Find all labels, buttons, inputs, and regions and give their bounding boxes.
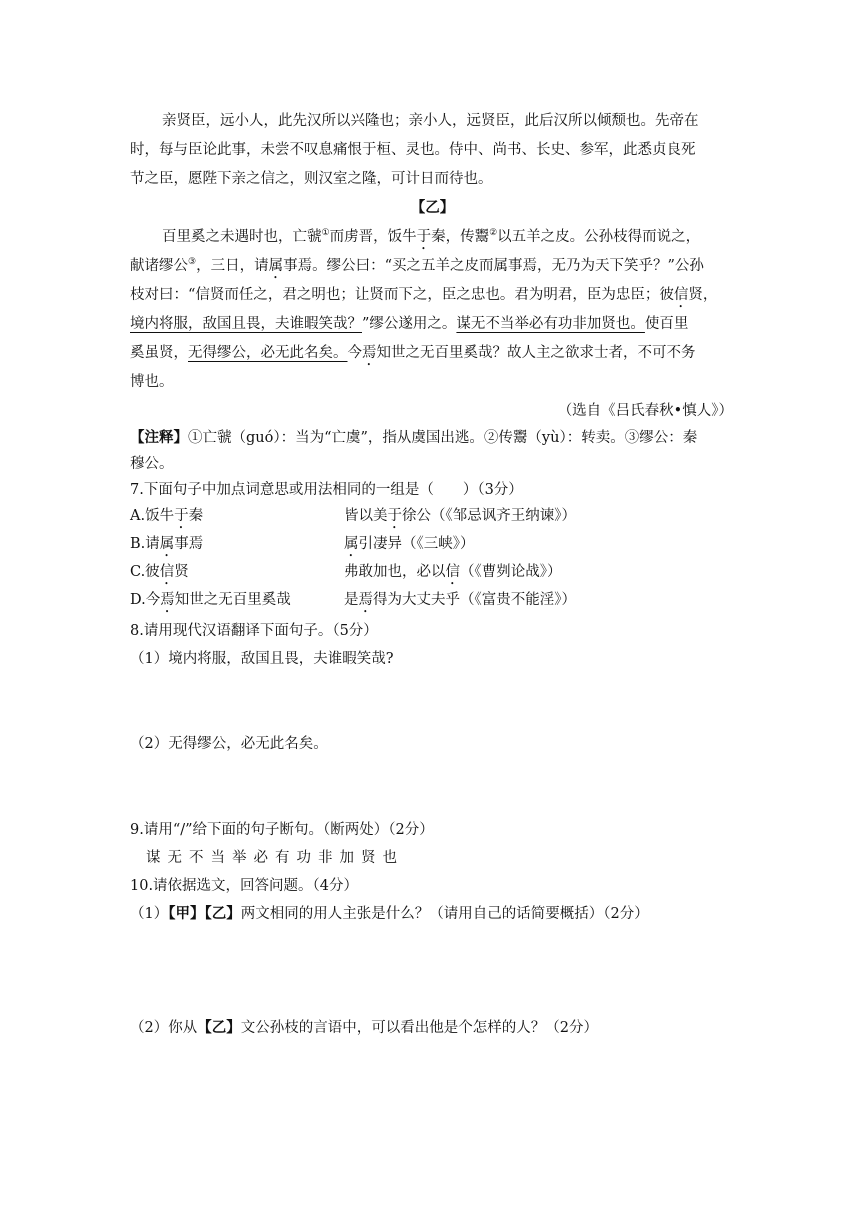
text: 知世之无百里奚哉	[174, 592, 291, 608]
text: 使百里	[644, 316, 689, 332]
q7-option-d-right	[344, 590, 576, 616]
text: （1）	[130, 906, 169, 922]
text: 而虏晋，饭牛	[329, 229, 417, 245]
text: 以五羊之皮。公孙枝得而说之，	[497, 229, 701, 245]
q7-option-d-left	[130, 590, 291, 616]
text: 徐公（《邹忌讽齐王纳谏》）	[402, 508, 576, 524]
yi-line-4	[130, 314, 688, 334]
bold-label: 【甲】【乙】	[168, 905, 241, 922]
underlined-sentence: 无得缪公，必无此名矣。	[188, 345, 348, 361]
notes-text: ①亡虢（guó）：当为“亡虞”，指从虞国出逃。②传鬻（yù）：转卖。③缪公：秦	[188, 430, 698, 446]
text: 得为大丈夫乎（《富贵不能淫》）	[373, 592, 576, 608]
question-7-stem: 7.下面句子中加点词意思或用法相同的一组是（ ）（3分）	[130, 482, 523, 498]
text: D.今	[130, 592, 161, 608]
text: ，三日，请	[196, 258, 269, 274]
text: 枝对曰：“信贤而任之，君之明也；让贤而下之，臣之忠也。君为明君，臣为忠臣；彼	[130, 287, 674, 303]
text: 贤	[174, 564, 189, 580]
bold-label: 【乙】	[197, 1019, 241, 1036]
jia-line-2: 时，每与臣论此事，未尝不叹息痛恨于桓、灵也。侍中、尚书、长史、参军，此悉贞良死	[130, 142, 696, 158]
dotted-word: 信	[673, 287, 689, 303]
yi-line-6: 博也。	[130, 374, 174, 390]
q7-option-b-left	[130, 534, 203, 560]
q10-sub-2	[130, 1018, 598, 1038]
q7-option-c-left	[130, 562, 189, 588]
text: C.彼	[130, 564, 160, 580]
question-8-stem: 8.请用现代汉语翻译下面句子。（5分）	[130, 623, 378, 639]
footnote-mark: ③	[188, 257, 197, 267]
text: 是	[344, 592, 359, 608]
q10-sub-1	[130, 904, 649, 924]
notes-label: 【注释】	[130, 429, 188, 446]
notes-line-1	[130, 428, 697, 448]
source-citation: （选自《吕氏春秋•慎人》）	[557, 403, 733, 419]
q7-option-c-right	[344, 562, 562, 588]
q9-sentence: 谋无不当举必有功非加贤也	[146, 850, 404, 866]
dotted-word: 信	[445, 564, 460, 580]
text: 贤，	[688, 287, 718, 303]
dotted-word: 焉	[358, 592, 373, 608]
q8-sentence-1: （1）境内将服，敌国且畏，夫谁暇笑哉?	[130, 651, 394, 667]
text: 事焉。缪公曰：“买之五羊之皮而属事焉，无乃为天下笑乎？”公孙	[283, 258, 704, 274]
text: （《曹刿论战》）	[460, 564, 562, 580]
q7-option-b-right	[344, 534, 475, 560]
yi-line-1	[162, 227, 700, 253]
dotted-word: 属	[344, 536, 359, 552]
text: ”缪公遂用之。	[362, 316, 457, 332]
text: （2）你从	[130, 1020, 198, 1036]
jia-line-1: 亲贤臣，远小人，此先汉所以兴隆也；亲小人，远贤臣，此后汉所以倾颓也。先帝在	[162, 113, 699, 129]
underlined-sentence: 谋无不当举必有功非加贤也。	[456, 316, 645, 332]
text: 今	[347, 345, 362, 361]
underlined-sentence: 境内将服，敌国且畏，夫谁暇笑哉？	[130, 316, 362, 332]
dotted-word: 于	[387, 508, 402, 524]
footnote-mark: ②	[489, 228, 498, 238]
text: 皆以美	[344, 508, 388, 524]
dotted-word: 于	[416, 229, 432, 245]
yi-line-5	[130, 343, 696, 369]
dotted-word: 信	[159, 564, 175, 580]
dotted-word: 焉	[362, 345, 377, 361]
text: 弗敢加也，必以	[344, 564, 446, 580]
jia-line-3: 节之臣，愿陛下亲之信之，则汉室之隆，可计日而待也。	[130, 171, 493, 187]
text: 引凄异（《三峡》）	[358, 536, 475, 552]
text: A.饭牛	[130, 508, 175, 524]
dotted-word: 属	[159, 536, 175, 552]
notes-line-2: 穆公。	[130, 456, 174, 472]
footnote-mark: ①	[321, 228, 330, 238]
question-10-stem: 10.请依据选文，回答问题。（4分）	[130, 878, 359, 894]
text: B.请	[130, 536, 160, 552]
text: 献诸缪公	[130, 258, 188, 274]
text: 事焉	[174, 536, 204, 552]
q7-option-a-right	[344, 506, 576, 532]
yi-line-3	[130, 285, 717, 311]
q8-sentence-2: （2）无得缪公，必无此名矣。	[130, 736, 328, 752]
yi-line-2	[130, 256, 704, 282]
text: 秦	[188, 508, 204, 524]
question-9-stem: 9.请用“/”给下面的句子断句。（断两处）（2分）	[130, 822, 434, 838]
dotted-word: 属	[268, 258, 284, 274]
text: 两文相同的用人主张是什么？（请用自己的话简要概括）（2分）	[240, 906, 649, 922]
text: 知世之无百里奚哉？故人主之欲求士者，不可不务	[376, 345, 696, 361]
dotted-word: 于	[174, 508, 189, 524]
q7-option-a-left	[130, 506, 203, 532]
text: 秦，传鬻	[431, 229, 490, 245]
dotted-word: 焉	[160, 592, 175, 608]
text: 文公孙枝的言语中，可以看出他是个怎样的人？（2分）	[240, 1020, 598, 1036]
text: 百里奚之未遇时也，亡虢	[162, 229, 322, 245]
text: 奚虽贤，	[130, 345, 188, 361]
yi-heading: 【乙】	[410, 199, 455, 216]
